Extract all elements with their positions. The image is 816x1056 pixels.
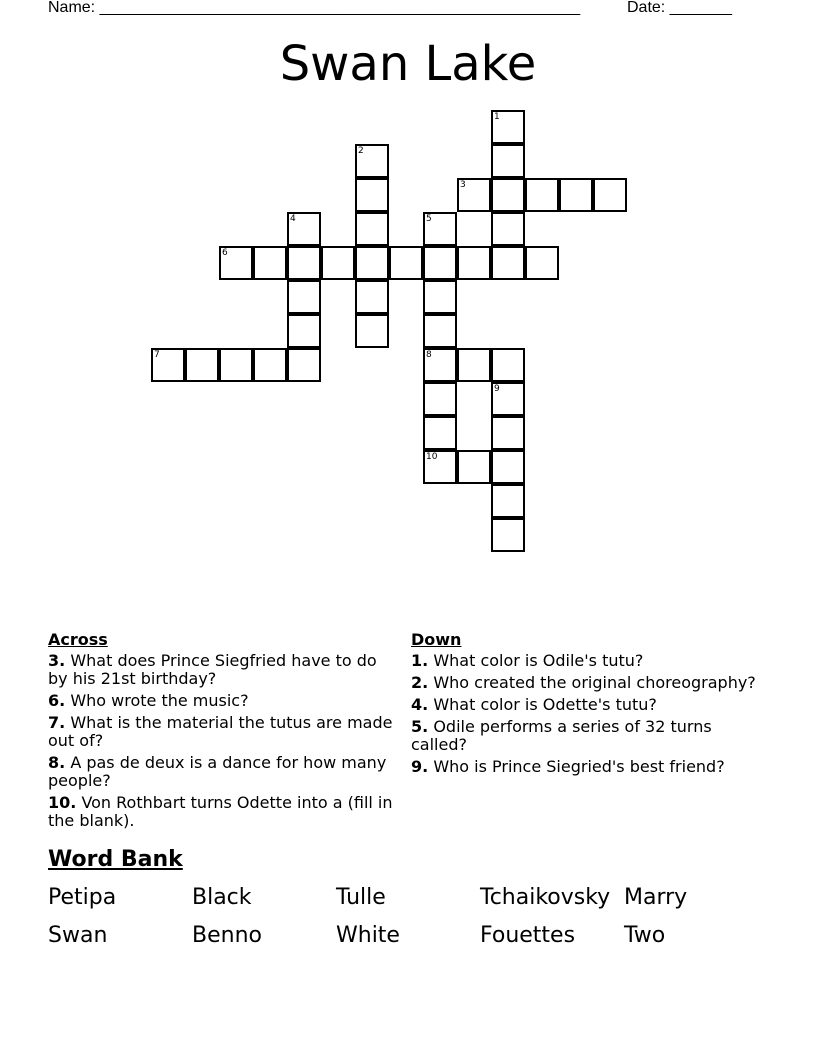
grid-cell[interactable] — [287, 246, 321, 280]
clue-number: 5. — [411, 717, 429, 736]
grid-cell[interactable] — [423, 348, 457, 382]
grid-cell[interactable] — [287, 280, 321, 314]
grid-cell[interactable] — [491, 110, 525, 144]
clue-down-5 — [411, 718, 771, 754]
clue-text: Who wrote the music? — [70, 691, 249, 710]
grid-cell[interactable] — [423, 416, 457, 450]
clue-across-7 — [48, 714, 398, 750]
grid-cell[interactable] — [491, 416, 525, 450]
grid-cell[interactable] — [423, 246, 457, 280]
clue-number: 6. — [48, 691, 66, 710]
clue-text: Who created the original choreography? — [433, 673, 756, 692]
clue-number-label: 2 — [358, 146, 364, 156]
clue-across-6 — [48, 692, 398, 710]
grid-cell[interactable] — [355, 144, 389, 178]
clue-across-3 — [48, 652, 398, 688]
grid-cell[interactable] — [491, 450, 525, 484]
clue-number-label: 7 — [154, 350, 160, 360]
clue-text: A pas de deux is a dance for how many people? — [48, 753, 387, 790]
grid-cell[interactable] — [525, 246, 559, 280]
clue-number-label: 1 — [494, 112, 500, 122]
grid-cell[interactable] — [355, 178, 389, 212]
grid-cell[interactable] — [355, 280, 389, 314]
grid-cell[interactable] — [389, 246, 423, 280]
down-heading: Down — [411, 630, 462, 649]
clue-text: Von Rothbart turns Odette into a (fill in the blank). — [48, 793, 393, 830]
grid-cell[interactable] — [185, 348, 219, 382]
clue-text: What color is Odette's tutu? — [433, 695, 657, 714]
word-bank-title: Word Bank — [48, 847, 183, 872]
clue-text: What does Prince Siegfried have to do by his 21st birthday? — [48, 651, 377, 688]
grid-cell[interactable] — [219, 348, 253, 382]
clue-number: 8. — [48, 753, 66, 772]
grid-cell[interactable] — [491, 484, 525, 518]
word-bank-item: Tulle — [336, 885, 386, 910]
clue-number: 1. — [411, 651, 429, 670]
clue-down-2 — [411, 674, 771, 692]
clue-number-label: 4 — [290, 214, 296, 224]
grid-cell[interactable] — [423, 382, 457, 416]
word-bank-item: Black — [192, 885, 252, 910]
grid-cell[interactable] — [457, 246, 491, 280]
clue-down-1 — [411, 652, 771, 670]
grid-cell[interactable] — [423, 280, 457, 314]
word-bank-item: Swan — [48, 923, 108, 948]
grid-cell[interactable] — [423, 450, 457, 484]
grid-cell[interactable] — [355, 314, 389, 348]
clue-number: 9. — [411, 757, 429, 776]
across-clues — [48, 629, 398, 834]
grid-cell[interactable] — [525, 178, 559, 212]
page-title: Swan Lake — [279, 36, 537, 92]
clue-text: What color is Odile's tutu? — [433, 651, 644, 670]
clue-down-4 — [411, 696, 771, 714]
clue-number-label: 6 — [222, 248, 228, 258]
grid-cell[interactable] — [559, 178, 593, 212]
grid-cell[interactable] — [491, 246, 525, 280]
across-heading: Across — [48, 630, 108, 649]
grid-cell[interactable] — [219, 246, 253, 280]
grid-cell[interactable] — [457, 178, 491, 212]
grid-cell[interactable] — [253, 348, 287, 382]
clue-number-label: 5 — [426, 214, 432, 224]
grid-cell[interactable] — [151, 348, 185, 382]
grid-cell[interactable] — [457, 450, 491, 484]
grid-cell[interactable] — [423, 314, 457, 348]
grid-cell[interactable] — [491, 212, 525, 246]
clue-number: 3. — [48, 651, 66, 670]
grid-cell[interactable] — [253, 246, 287, 280]
grid-cell[interactable] — [355, 212, 389, 246]
grid-cell[interactable] — [491, 518, 525, 552]
clue-number: 2. — [411, 673, 429, 692]
clue-across-10 — [48, 794, 398, 830]
down-clues — [411, 629, 771, 780]
word-bank-item: Two — [624, 923, 666, 948]
word-bank-item: Tchaikovsky — [480, 885, 611, 910]
grid-cell[interactable] — [423, 212, 457, 246]
word-bank-item: White — [336, 923, 400, 948]
grid-cell[interactable] — [491, 144, 525, 178]
grid-cell[interactable] — [287, 314, 321, 348]
grid-cell[interactable] — [355, 246, 389, 280]
clue-number: 10. — [48, 793, 77, 812]
word-bank-item: Petipa — [48, 885, 117, 910]
clue-text: Odile performs a series of 32 turns called? — [411, 717, 712, 754]
grid-cell[interactable] — [321, 246, 355, 280]
grid-cell[interactable] — [593, 178, 627, 212]
name-field: Name: ______________________________________________________ — [48, 0, 581, 16]
clue-down-9 — [411, 758, 771, 776]
clue-number: 7. — [48, 713, 66, 732]
clue-across-8 — [48, 754, 398, 790]
grid-cell[interactable] — [491, 178, 525, 212]
grid-cell[interactable] — [491, 348, 525, 382]
clue-number: 4. — [411, 695, 429, 714]
word-bank-item: Marry — [624, 885, 688, 910]
grid-cell[interactable] — [457, 348, 491, 382]
clue-number-label: 3 — [460, 180, 466, 190]
clue-text: What is the material the tutus are made out of? — [48, 713, 393, 750]
clue-number-label: 8 — [426, 350, 432, 360]
word-bank-item: Benno — [192, 923, 262, 948]
clue-text: Who is Prince Siegried's best friend? — [433, 757, 725, 776]
grid-cell[interactable] — [491, 382, 525, 416]
clue-number-label: 10 — [426, 452, 438, 462]
clue-number-label: 9 — [494, 384, 500, 394]
grid-cell[interactable] — [287, 348, 321, 382]
grid-cell[interactable] — [287, 212, 321, 246]
date-field: Date: _______ — [627, 0, 732, 16]
word-bank-item: Fouettes — [480, 923, 576, 948]
